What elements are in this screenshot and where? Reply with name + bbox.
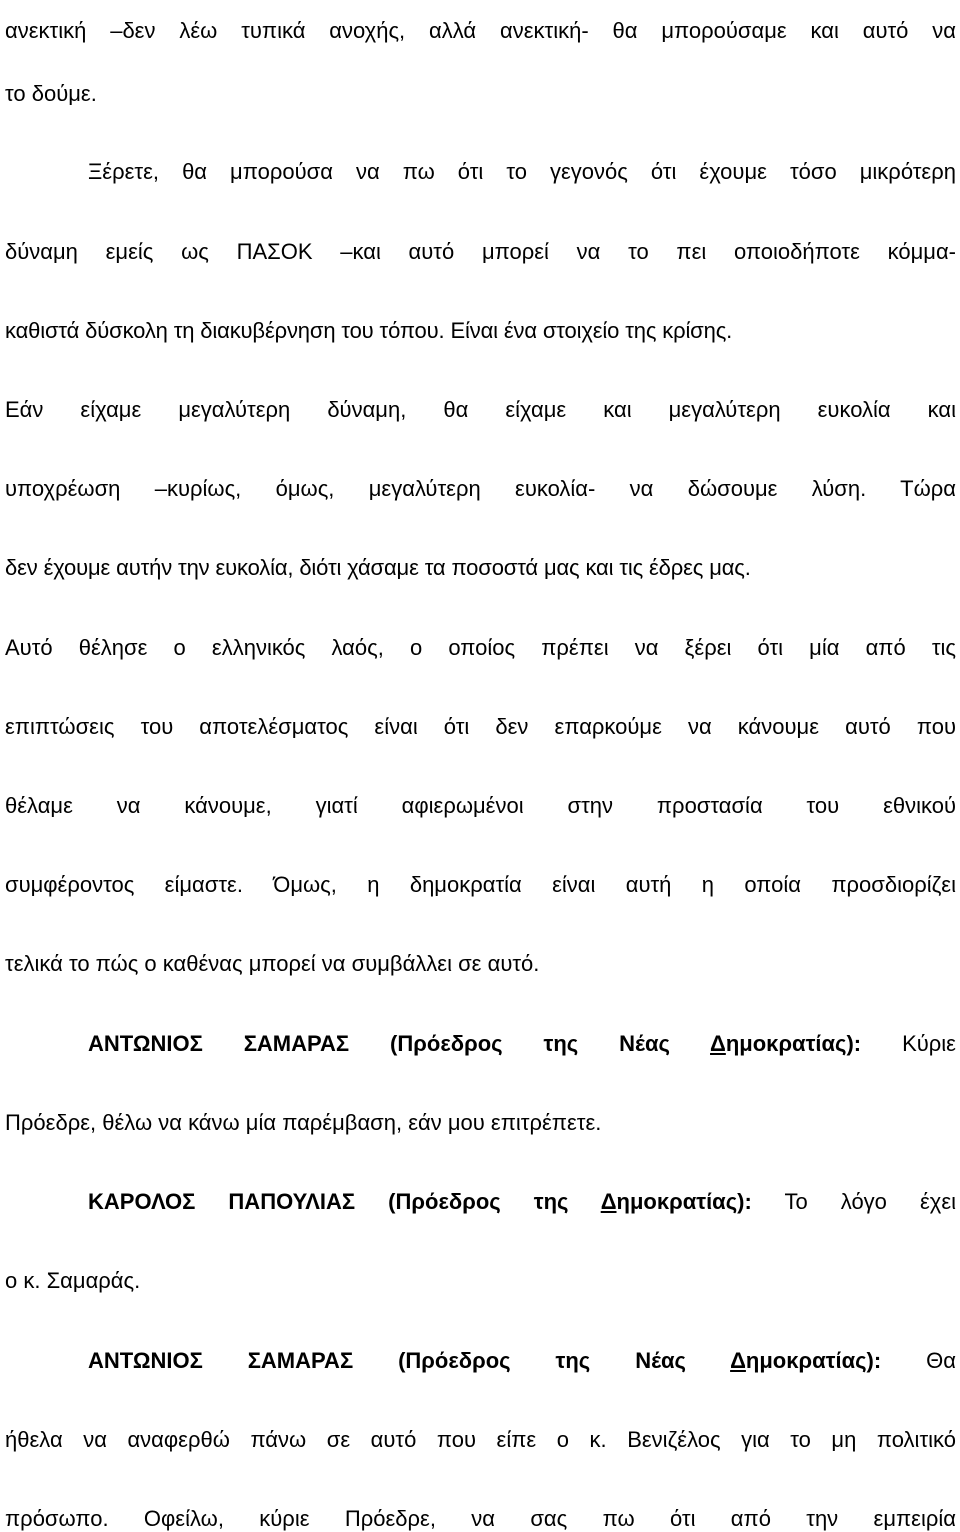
speaker-name: ΑΝΤΩΝΙΟΣ ΣΑΜΑΡΑΣ (Πρόεδρος της Νέας Δημοκρατίας): <box>88 1348 882 1373</box>
text-line: το δούμε. <box>5 81 97 106</box>
text-line: θέλαμε να κάνουμε, γιατί αφιερωμένοι στην προστασία του εθνικού <box>5 793 956 818</box>
speaker-line <box>88 1182 956 1222</box>
speech-text: Θα <box>926 1348 956 1373</box>
speaker-line <box>88 1024 956 1064</box>
speech-text: Κύριε <box>902 1031 956 1056</box>
text-line: δεν έχουμε αυτήν την ευκολία, διότι χάσαμε τα ποσοστά μας και τις έδρες μας. <box>5 555 751 580</box>
text-line: Αυτό θέλησε ο ελληνικός λαός, ο οποίος πρέπει να ξέρει ότι μία από τις <box>5 635 956 660</box>
text-line: τελικά το πώς ο καθένας μπορεί να συμβάλλει σε αυτό. <box>5 951 540 976</box>
text-line: ο κ. Σαμαράς. <box>5 1268 141 1293</box>
text-line: υποχρέωση –κυρίως, όμως, μεγαλύτερη ευκολία- να δώσουμε λύση. Τώρα <box>5 476 956 501</box>
speech-text: Το λόγο έχει <box>784 1189 957 1214</box>
text-line: πρόσωπο. Οφείλω, κύριε Πρόεδρε, να σας πω ότι από την εμπειρία <box>5 1506 956 1531</box>
text-line: επιπτώσεις του αποτελέσματος είναι ότι δεν επαρκούμε να κάνουμε αυτό που <box>5 714 956 739</box>
text-line: ήθελα να αναφερθώ πάνω σε αυτό που είπε ο κ. Βενιζέλος για το μη πολιτικό <box>5 1427 956 1452</box>
text-line: Πρόεδρε, θέλω να κάνω μία παρέμβαση, εάν μου επιτρέπετε. <box>5 1110 602 1135</box>
speaker-line <box>88 1341 956 1381</box>
text-line: καθιστά δύσκολη τη διακυβέρνηση του τόπου. Είναι ένα στοιχείο της κρίσης. <box>5 318 733 343</box>
text-line: συμφέροντος είμαστε. Όμως, η δημοκρατία είναι αυτή η οποία προσδιορίζει <box>5 872 956 897</box>
speaker-name: ΚΑΡΟΛΟΣ ΠΑΠΟΥΛΙΑΣ (Πρόεδρος της Δημοκρατίας): <box>88 1189 752 1214</box>
text-line: Εάν είχαμε μεγαλύτερη δύναμη, θα είχαμε και μεγαλύτερη ευκολία και <box>5 397 956 422</box>
text-line: δύναμη εμείς ως ΠΑΣΟΚ –και αυτό μπορεί να το πει οποιοδήποτε κόμμα- <box>5 239 956 264</box>
speaker-name: ΑΝΤΩΝΙΟΣ ΣΑΜΑΡΑΣ (Πρόεδρος της Νέας Δημοκρατίας): <box>88 1031 862 1056</box>
text-line: Ξέρετε, θα μπορούσα να πω ότι το γεγονός ότι έχουμε τόσο μικρότερη <box>88 159 956 184</box>
text-line: ανεκτική –δεν λέω τυπικά ανοχής, αλλά ανεκτική- θα μπορούσαμε και αυτό να <box>5 18 956 43</box>
